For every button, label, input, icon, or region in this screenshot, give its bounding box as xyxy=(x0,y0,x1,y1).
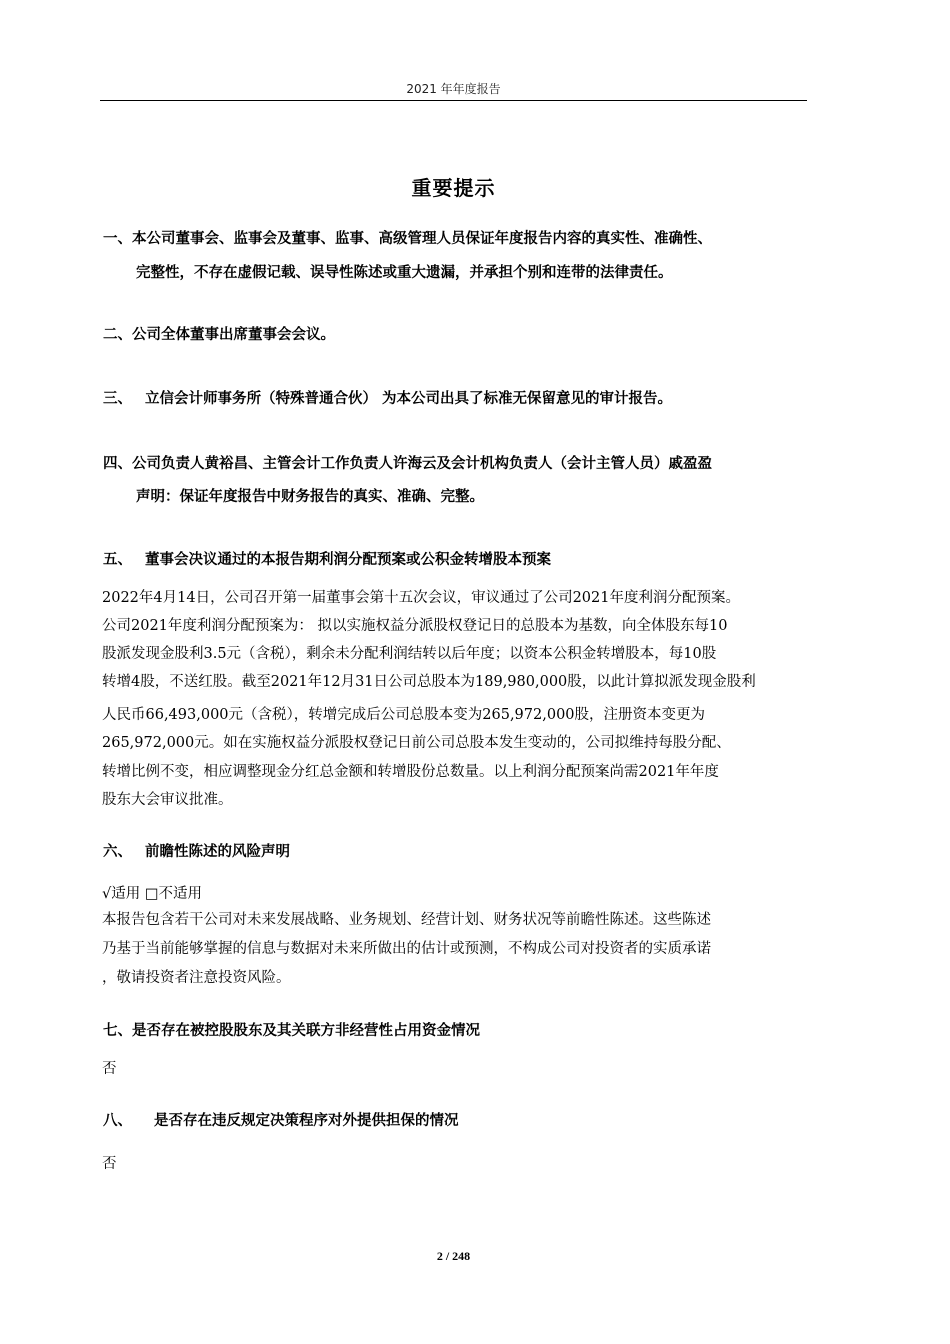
item-5-number: 五、 xyxy=(103,552,132,568)
item-5-body-line-3: 股派发现金股利3.5元（含税），剩余未分配利润结转以后年度；以资本公积金转增股本，每10股 xyxy=(102,646,717,662)
item-5-body-line-4: 转增4股，不送红股。截至2021年12月31日公司总股本为189,980,000股，以此计算拟派发现金股利 xyxy=(102,674,756,690)
header-rule xyxy=(100,100,807,101)
item-3-number: 三、 xyxy=(103,391,132,407)
item-5-body-line-6: 265,972,000元。如在实施权益分派股权登记日前公司总股本发生变动的，公司拟维持每股分配、 xyxy=(102,735,731,751)
item-8-number: 八、 xyxy=(103,1113,132,1129)
item-8-answer: 否 xyxy=(102,1156,117,1172)
item-8-heading: 是否存在违反规定决策程序对外提供担保的情况 xyxy=(154,1113,459,1129)
item-6-number: 六、 xyxy=(103,844,132,860)
item-7-answer: 否 xyxy=(102,1061,117,1077)
running-header: 2021 年年度报告 xyxy=(406,82,501,96)
item-3-text: 立信会计师事务所（特殊普通合伙） 为本公司出具了标准无保留意见的审计报告。 xyxy=(145,391,673,407)
item-6-body-line-2: 乃基于当前能够掌握的信息与数据对未来所做出的估计或预测，不构成公司对投资者的实质承诺 xyxy=(102,941,711,957)
item-6-heading: 前瞻性陈述的风险声明 xyxy=(145,844,290,860)
applicable-status: √适用 □不适用 xyxy=(102,886,203,902)
item-4-line-1: 四、公司负责人黄裕昌、主管会计工作负责人许海云及会计机构负责人（会计主管人员）戚盈盈 xyxy=(103,456,712,472)
item-6-body-line-3: ，敬请投资者注意投资风险。 xyxy=(102,970,291,986)
item-2: 二、公司全体董事出席董事会会议。 xyxy=(103,327,335,343)
item-1-line-2: 完整性，不存在虚假记载、误导性陈述或重大遗漏，并承担个别和连带的法律责任。 xyxy=(136,265,673,281)
item-5-body-line-1: 2022年4月14日，公司召开第一届董事会第十五次会议，审议通过了公司2021年度利润分配预案。 xyxy=(102,590,740,606)
item-5-body-line-5: 人民币66,493,000元（含税），转增完成后公司总股本变为265,972,000股，注册资本变更为 xyxy=(102,707,706,723)
item-4-line-2: 声明：保证年度报告中财务报告的真实、准确、完整。 xyxy=(136,489,484,505)
item-5-body-line-7: 转增比例不变，相应调整现金分红总金额和转增股份总数量。以上利润分配预案尚需2021年年度 xyxy=(102,764,719,780)
page-title: 重要提示 xyxy=(411,176,496,200)
item-1-line-1: 一、本公司董事会、监事会及董事、监事、高级管理人员保证年度报告内容的真实性、准确性、 xyxy=(103,231,712,247)
item-5-body-line-2: 公司2021年度利润分配预案为： 拟以实施权益分派股权登记日的总股本为基数，向全体股东每10 xyxy=(102,618,728,634)
page-number: 2 / 248 xyxy=(436,1249,471,1263)
item-5-body-line-8: 股东大会审议批准。 xyxy=(102,792,233,808)
item-6-body-line-1: 本报告包含若干公司对未来发展战略、业务规划、经营计划、财务状况等前瞻性陈述。这些陈述 xyxy=(102,912,711,928)
item-5-heading: 董事会决议通过的本报告期利润分配预案或公积金转增股本预案 xyxy=(145,552,551,568)
item-7-heading: 七、是否存在被控股股东及其关联方非经营性占用资金情况 xyxy=(103,1023,480,1039)
